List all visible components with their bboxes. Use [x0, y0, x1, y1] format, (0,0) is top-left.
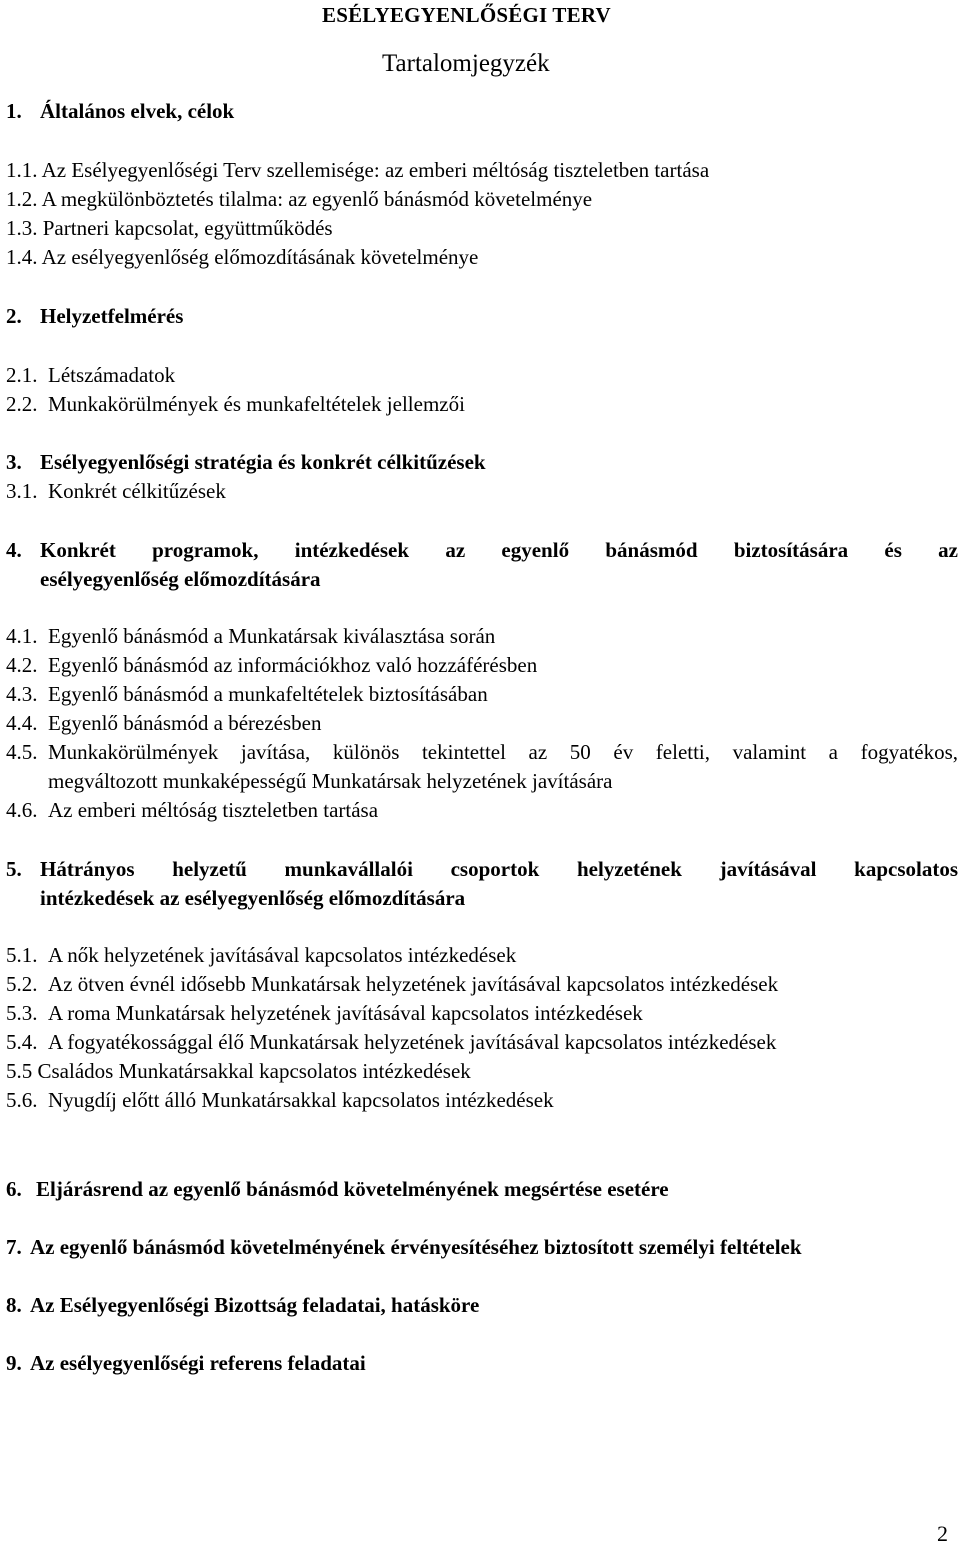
- section-6-heading: 6. Eljárásrend az egyenlő bánásmód követelményének megsértése esetére: [6, 1177, 669, 1201]
- toc-item-4-2: 4.2. Egyenlő bánásmód az információkhoz való hozzáférésben: [6, 653, 538, 677]
- toc-item-5-6: 5.6. Nyugdíj előtt álló Munkatársakkal kapcsolatos intézkedések: [6, 1088, 554, 1112]
- toc-item-1-2: 1.2. A megkülönböztetés tilalma: az egyenlő bánásmód követelménye: [6, 187, 593, 211]
- section-8-heading: 8. Az Esélyegyenlőségi Bizottság feladatai, hatásköre: [6, 1293, 480, 1317]
- page-number: 2: [937, 1521, 948, 1546]
- document-subtitle: Tartalomjegyzék: [382, 50, 550, 77]
- toc-item-1-1: 1.1. Az Esélyegyenlőségi Terv szellemisége: az emberi méltóság tiszteletben tartása: [6, 158, 710, 182]
- toc-item-5-2: 5.2. Az ötven évnél idősebb Munkatársak helyzetének javításával kapcsolatos intézkedések: [6, 972, 779, 996]
- toc-item-4-4: 4.4. Egyenlő bánásmód a bérezésben: [6, 711, 322, 735]
- toc-item-2-1: 2.1. Létszámadatok: [6, 363, 176, 387]
- toc-item-5-1: 5.1. A nők helyzetének javításával kapcsolatos intézkedések: [6, 943, 517, 967]
- section-4-heading: 4. Konkrét programok, intézkedések az egyenlő bánásmód biztosítására és az esélyegyenlőség előmozdítására: [6, 538, 958, 591]
- toc-item-4-1: 4.1. Egyenlő bánásmód a Munkatársak kiválasztása során: [6, 624, 496, 648]
- toc-item-4-6: 4.6. Az emberi méltóság tiszteletben tartása: [6, 798, 379, 822]
- section-2-heading: 2. Helyzetfelmérés: [6, 304, 184, 328]
- section-9-heading: 9. Az esélyegyenlőségi referens feladatai: [6, 1351, 366, 1375]
- toc-item-4-3: 4.3. Egyenlő bánásmód a munkafeltételek biztosításában: [6, 682, 488, 706]
- toc-item-5-5: 5.5 Családos Munkatársakkal kapcsolatos intézkedések: [6, 1059, 471, 1083]
- section-7-heading: 7. Az egyenlő bánásmód követelményének érvényesítéséhez biztosított személyi feltételek: [6, 1235, 802, 1259]
- toc-item-5-3: 5.3. A roma Munkatársak helyzetének javításával kapcsolatos intézkedések: [6, 1001, 643, 1025]
- toc-item-5-4: 5.4. A fogyatékossággal élő Munkatársak helyzetének javításával kapcsolatos intézkedések: [6, 1030, 777, 1054]
- document-title: ESÉLYEGYENLŐSÉGI TERV: [322, 3, 611, 27]
- section-1-heading: 1. Általános elvek, célok: [6, 99, 235, 123]
- section-5-heading: 5. Hátrányos helyzetű munkavállalói csoportok helyzetének javításával kapcsolatos intézkedések az esélyegyenlőség előmozdítására: [6, 857, 958, 910]
- toc-item-4-5: 4.5. Munkakörülmények javítása, különös tekintettel az 50 év feletti, valamint a fogyatékos, megváltozott munkaképességű Munkatársak helyzetének javítására: [6, 740, 958, 793]
- section-3-heading: 3. Esélyegyenlőségi stratégia és konkrét célkitűzések: [6, 450, 486, 474]
- toc-item-2-2: 2.2. Munkakörülmények és munkafeltételek jellemzői: [6, 392, 465, 416]
- toc-item-3-1: 3.1. Konkrét célkitűzések: [6, 479, 226, 503]
- toc-item-1-3: 1.3. Partneri kapcsolat, együttműködés: [6, 216, 333, 240]
- toc-item-1-4: 1.4. Az esélyegyenlőség előmozdításának követelménye: [6, 245, 479, 269]
